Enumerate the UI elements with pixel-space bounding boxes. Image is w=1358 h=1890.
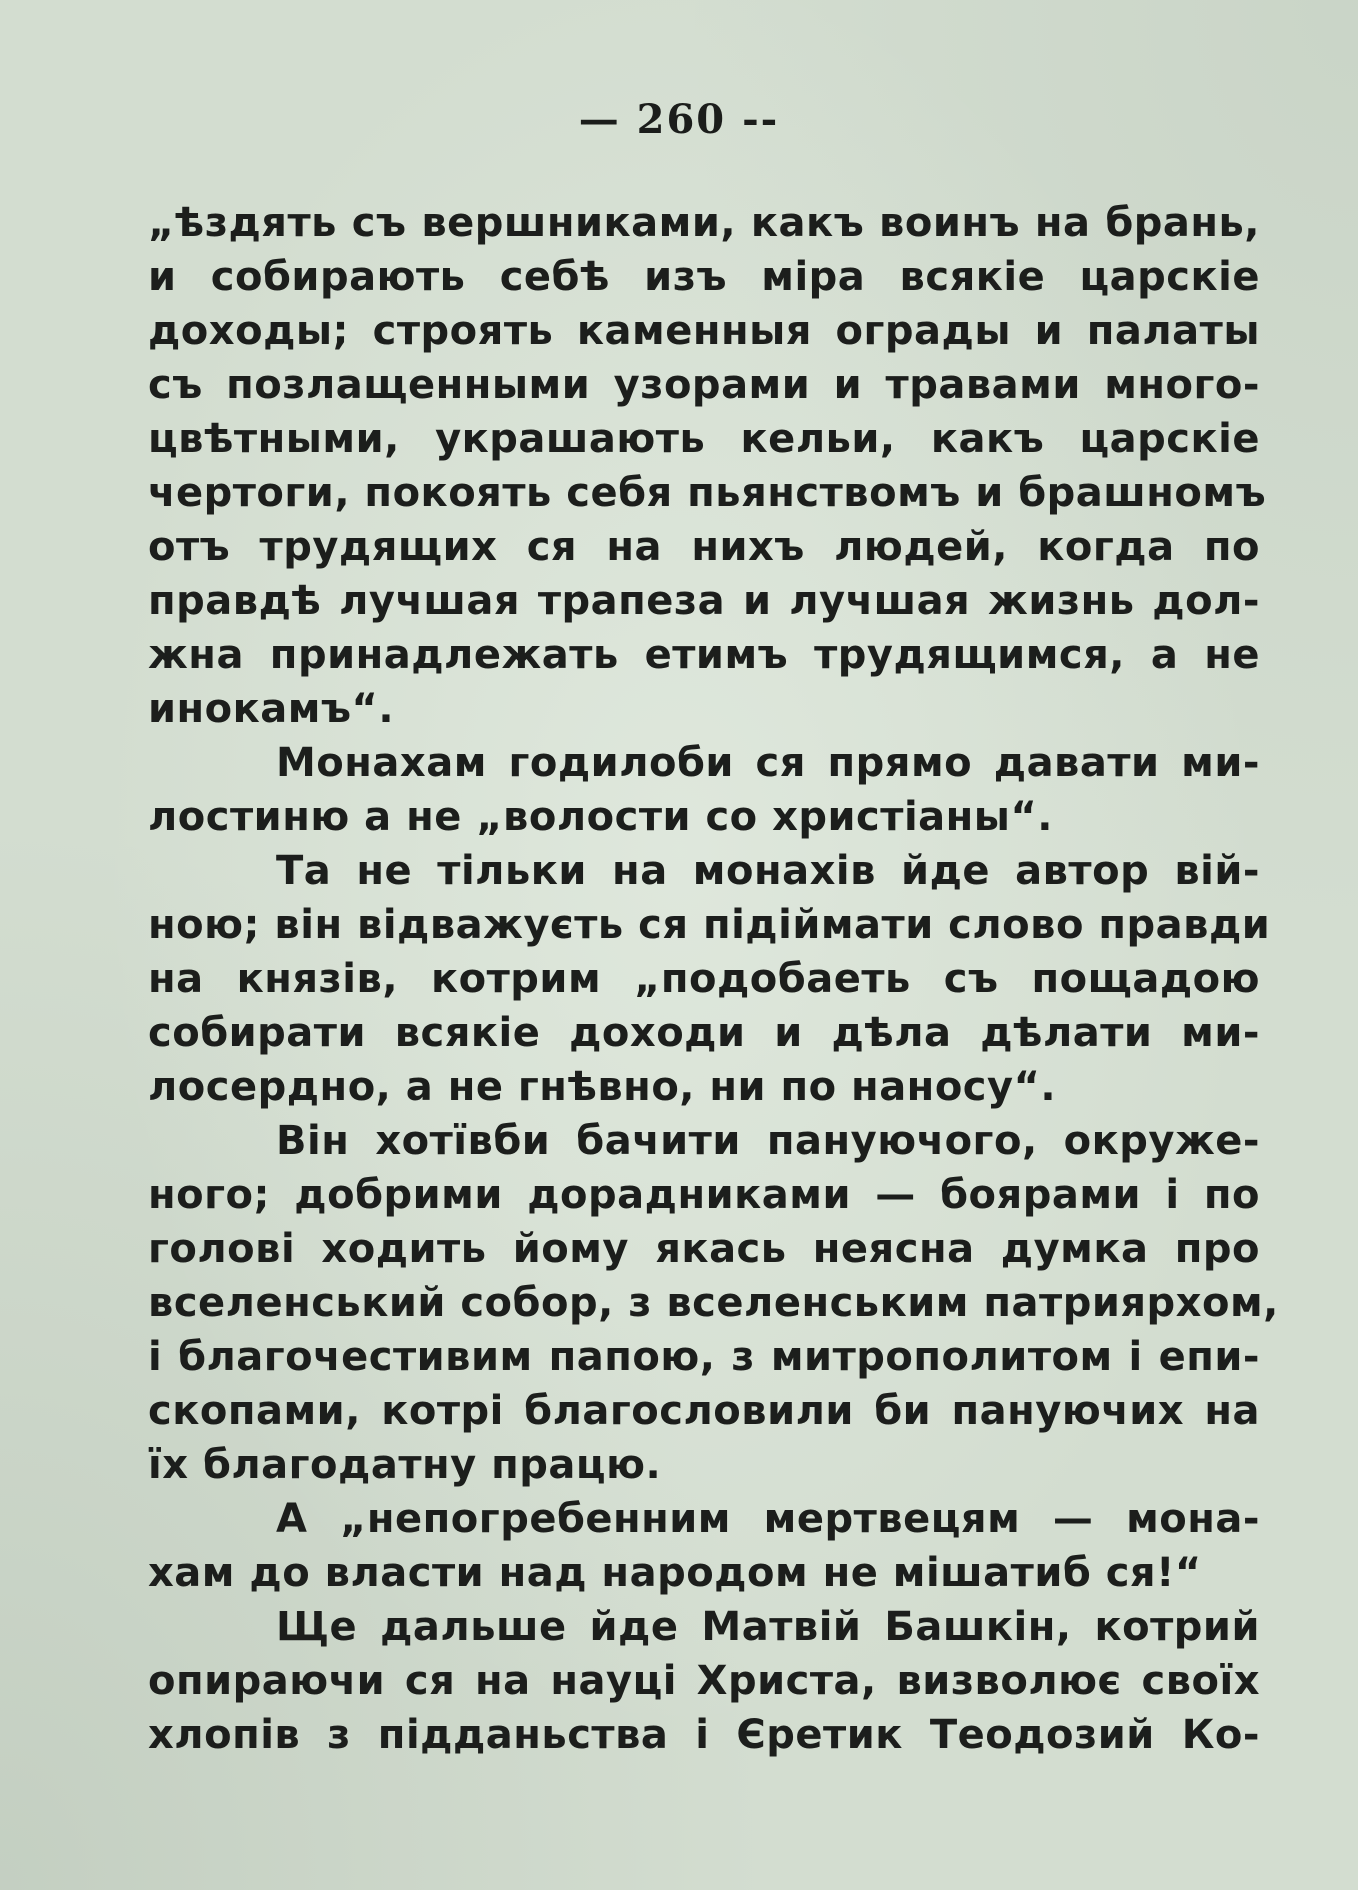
paragraph-first-line: Він хотївби бачити пануючого, окруже- (276, 1118, 1260, 1164)
text-line: вселенський собор, з вселенським патриярхом, (148, 1280, 1279, 1326)
text-line: цвѣтными, украшають кельи, какъ царскіе (148, 416, 1260, 462)
body-text (148, 196, 1279, 1762)
text-line: чертоги, покоять себя пьянствомъ и брашномъ (148, 470, 1267, 516)
text-line: на князів, котрим „подобаеть съ пощадою (148, 956, 1260, 1002)
text-line: і благочестивим папою, з митрополитом і епи- (148, 1334, 1260, 1380)
text-line: доходы; строять каменныя ограды и палаты (148, 308, 1260, 354)
text-line: ного; добрими дорадниками — боярами і по (148, 1172, 1260, 1218)
text-line: скопами, котрі благословили би пануючих на (148, 1388, 1260, 1434)
text-line: и собирають себѣ изъ міра всякіе царскіе (148, 254, 1260, 300)
text-line: собирати всякіе доходи и дѣла дѣлати ми- (148, 1010, 1260, 1056)
text-line: їх благодатну працю. (148, 1442, 662, 1488)
text-line: хам до власти над народом не мішатиб ся!“ (148, 1550, 1202, 1596)
text-line: жна принадлежать етимъ трудящимся, а не (148, 632, 1260, 678)
paragraph-first-line: Ще дальше йде Матвій Башкін, котрий (276, 1604, 1260, 1650)
paragraph-first-line: Монахам годилоби ся прямо давати ми- (276, 740, 1260, 786)
paragraph-first-line: А „непогребенним мертвецям — мона- (276, 1496, 1260, 1542)
text-line: голові ходить йому якась неясна думка про (148, 1226, 1260, 1272)
page-number: — 260 -- (578, 96, 780, 143)
text-line: лосердно, а не гнѣвно, ни по наносу“. (148, 1064, 1057, 1110)
text-line: ною; він відважуєть ся підіймати слово правди (148, 902, 1271, 948)
paragraph-first-line: Та не тільки на монахів йде автор вій- (276, 848, 1260, 894)
text-line: хлопів з підданьства і Єретик Теодозий Ко- (148, 1712, 1260, 1758)
text-line: съ позлащенными узорами и травами много- (148, 362, 1260, 408)
text-line: „ѣздять съ вершниками, какъ воинъ на брань, (148, 200, 1260, 246)
text-line: правдѣ лучшая трапеза и лучшая жизнь дол- (148, 578, 1260, 624)
text-line: инокамъ“. (148, 686, 395, 732)
text-line: лостиню а не „волости со христіаны“. (148, 794, 1053, 840)
text-line: опираючи ся на науці Христа, визволює своїх (148, 1658, 1260, 1704)
text-line: отъ трудящих ся на нихъ людей, когда по (148, 524, 1260, 570)
